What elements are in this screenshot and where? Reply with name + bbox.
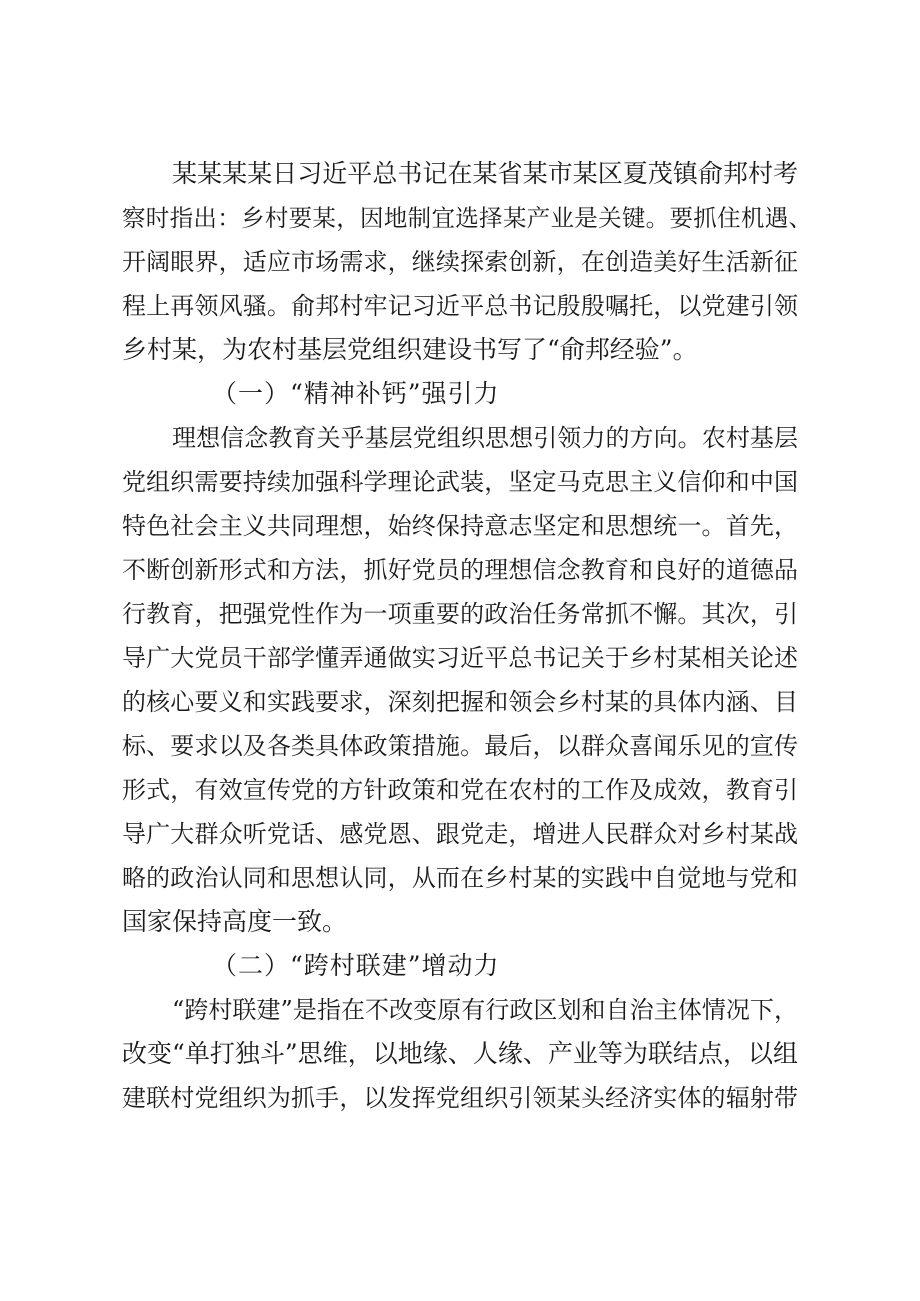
- section1-line-8: 标、要求以及各类具体政策措施。最后，以群众喜闻乐见的宣传: [122, 732, 798, 760]
- section2-line-2: 改变“单打独斗”思维，以地缘、人缘、产业等为联结点，以组: [122, 1039, 798, 1068]
- section1-line-2: 党组织需要持续加强科学理论武装，坚定马克思主义信仰和中国: [122, 468, 798, 496]
- section1-line-1: 理想信念教育关乎基层党组织思想引领力的方向。农村基层: [172, 424, 798, 452]
- section1-heading: （一）“精神补钙”强引力: [212, 379, 500, 408]
- section2-line-3: 建联村党组织为抓手，以发挥党组织引领某头经济实体的辐射带: [122, 1084, 798, 1112]
- section1-line-6: 导广大党员干部学懂弄通做实习近平总书记关于乡村某相关论述: [122, 644, 798, 672]
- intro-line-4: 程上再领风骚。俞邦村牢记习近平总书记殷殷嘱托，以党建引领: [122, 292, 798, 320]
- intro-line-5: 乡村某，为农村基层党组织建设书写了“俞邦经验”。: [122, 335, 698, 364]
- section1-line-3: 特色社会主义共同理想，始终保持意志坚定和思想统一。首先，: [122, 512, 798, 540]
- intro-line-1: 某某某某日习近平总书记在某省某市某区夏茂镇俞邦村考: [172, 159, 798, 188]
- intro-line-3: 开阔眼界，适应市场需求，继续探索创新，在创造美好生活新征: [122, 248, 798, 276]
- section1-line-12: 国家保持高度一致。: [122, 907, 348, 936]
- section1-line-11: 略的政治认同和思想认同，从而在乡村某的实践中自觉地与党和: [122, 864, 798, 892]
- section1-line-10: 导广大群众听党话、感党恩、跟党走，增进人民群众对乡村某战: [122, 820, 798, 848]
- section1-line-9: 形式，有效宣传党的方针政策和党在农村的工作及成效，教育引: [122, 776, 798, 804]
- section1-line-4: 不断创新形式和方法，抓好党员的理想信念教育和良好的道德品: [122, 556, 798, 584]
- intro-line-2: 察时指出：乡村要某，因地制宜选择某产业是关键。要抓住机遇、: [122, 204, 812, 232]
- section2-line-1: “跨村联建”是指在不改变原有行政区划和自治主体情况下，: [172, 996, 798, 1024]
- section1-line-5: 行教育，把强党性作为一项重要的政治任务常抓不懈。其次，引: [122, 600, 798, 628]
- section1-line-7: 的核心要义和实践要求，深刻把握和领会乡村某的具体内涵、目: [122, 688, 798, 716]
- section2-heading: （二）“跨村联建”增动力: [212, 951, 500, 980]
